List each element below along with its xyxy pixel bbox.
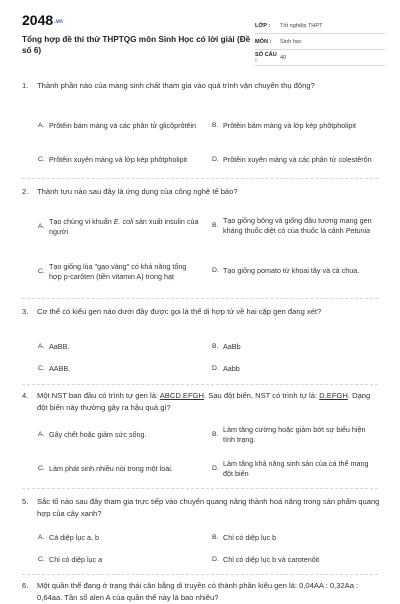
option-letter: C. [38, 156, 45, 163]
option-4-c[interactable] [38, 458, 203, 480]
meta-key: MÔN : [255, 38, 272, 45]
question-1 [22, 80, 382, 92]
question-number: 5. [22, 497, 29, 506]
question-6 [22, 580, 382, 604]
meta-key: LỚP : [255, 22, 271, 29]
option-letter: A. [38, 343, 45, 350]
option-text: Tạo giống bông và giống đậu tương mang gen kháng thuốc diệt cỏ của thuốc lá cảnh Petunia [223, 216, 372, 235]
option-text: Aabb [223, 364, 240, 373]
option-text: Prôtêin xuyên màng và lớp kép phôtpholipit [49, 155, 188, 164]
option-2-d[interactable] [212, 258, 377, 284]
option-5-d[interactable] [212, 553, 382, 567]
question-divider [22, 178, 378, 179]
option-text: Làm tăng cường hoặc giảm bớt sự biểu hiện tính trạng. [223, 425, 366, 444]
option-5-b[interactable] [212, 531, 377, 545]
option-letter: A. [38, 534, 45, 541]
option-letter: A. [38, 223, 45, 230]
question-divider [22, 488, 378, 489]
option-letter: A. [38, 122, 45, 129]
option-text: Tạo giống pomato từ khoai tây và cà chua. [223, 266, 360, 275]
option-letter: D. [212, 365, 219, 372]
option-1-a[interactable] [38, 115, 203, 137]
question-divider [22, 298, 378, 299]
question-number: 3. [22, 307, 29, 316]
question-text: 2. Thành tựu nào sau đây là ứng dụng của công nghệ tế bào? [22, 187, 238, 196]
option-4-b[interactable] [212, 424, 382, 446]
question-number: 2. [22, 187, 29, 196]
site-logo[interactable]: $2048^{.vn}$ [22, 12, 63, 28]
option-letter: D. [212, 556, 219, 563]
option-4-d[interactable] [212, 458, 382, 480]
option-letter: B. [212, 122, 219, 129]
option-letter: D. [212, 267, 219, 274]
option-text: Prôtêin xuyên màng và các phân tử colestêrôn [223, 155, 372, 164]
meta-row-class [255, 18, 385, 34]
question-4 [22, 390, 382, 414]
option-letter: B. [212, 343, 219, 350]
question-text: 1. Thành phần nào của màng sinh chất tham gia vào quá trình vận chuyển thụ động? [22, 81, 315, 90]
meta-key: SỐ CÂU : [255, 51, 277, 64]
option-3-d[interactable] [212, 362, 377, 376]
question-text: 6. Một quần thể đang ở trạng thái cân bằng di truyền có thành phần kiểu gen là: 0,04AA : 0,32Aa : 0,64aa. Tần số alen A của quần thể này là bao nhiêu? [22, 581, 359, 602]
option-text: Prôtêin bám màng và lớp kép phôtpholipit [223, 121, 356, 130]
option-letter: B. [212, 431, 219, 438]
option-text: Prôtêin bám màng và các phân tử glicôprôtêin [49, 121, 197, 130]
option-letter: B. [212, 534, 219, 541]
question-text: 4. Một NST ban đầu có trình tự gen là: ABCD.EFGH. Sau đột biến, NST có trình tự là: D.EFGH. Dạng đột biến này thường gây ra hậu quả gì? [22, 391, 371, 412]
meta-value: Sinh học [280, 38, 302, 45]
option-2-c[interactable] [38, 254, 203, 290]
option-letter: D. [212, 465, 219, 472]
option-4-a[interactable] [38, 428, 203, 442]
option-text: Chỉ có diệp lục b và carotenôit [223, 555, 320, 564]
option-2-b[interactable] [212, 208, 382, 244]
option-1-b[interactable] [212, 115, 377, 137]
option-text: Làm phát sinh nhiều nòi trong một loài. [49, 464, 173, 473]
site-logo-suffix: .vn [54, 19, 63, 25]
option-letter: A. [38, 431, 45, 438]
question-divider [22, 574, 378, 575]
meta-row-count [255, 50, 385, 66]
option-5-a[interactable] [38, 531, 203, 545]
question-2 [22, 186, 382, 198]
meta-row-subject [255, 34, 385, 50]
question-text: 3. Cơ thể có kiểu gen nào dưới đây được gọi là thể dị hợp tử về hai cặp gen đang xét? [22, 307, 322, 316]
document-header [22, 12, 384, 62]
question-number: 6. [22, 581, 29, 590]
document-title: Tổng hợp đề thi thử THPTQG môn Sinh Học có lời giải (Đề số 6) [22, 35, 251, 55]
option-text: AaBb [223, 342, 241, 351]
option-3-a[interactable] [38, 340, 203, 354]
option-1-d[interactable] [212, 149, 377, 171]
option-1-c[interactable] [38, 149, 203, 171]
option-text: AaBB. [49, 342, 70, 351]
question-3 [22, 306, 382, 318]
option-3-b[interactable] [212, 340, 377, 354]
option-text: Tạo giống lúa "gạo vàng" có khả năng tổng hợp p-carôten (tiền vitamin A) trong hạt [49, 262, 187, 281]
option-letter: D. [212, 156, 219, 163]
option-text: Chỉ có diệp lục b [223, 533, 277, 542]
option-text: AABB. [49, 364, 71, 373]
question-5 [22, 496, 382, 520]
option-3-c[interactable] [38, 362, 203, 376]
meta-value: Tốt nghiệp THPT [280, 22, 323, 29]
option-text: Làm tăng khả năng sinh sản của cá thể mang đột biến [223, 459, 369, 478]
option-letter: C. [38, 556, 45, 563]
document-meta [255, 18, 385, 66]
option-text: Chỉ có diệp lục a [49, 555, 103, 564]
option-letter: C. [38, 268, 45, 275]
option-2-a[interactable] [38, 212, 203, 242]
meta-value: 40 [280, 54, 287, 61]
option-letter: B. [212, 222, 219, 229]
option-text: Cả diệp lục a, b [49, 533, 99, 542]
option-letter: C. [38, 365, 45, 372]
option-5-c[interactable] [38, 553, 203, 567]
question-number: 1. [22, 81, 29, 90]
option-text: Gây chết hoặc giảm sức sống. [49, 430, 147, 439]
question-number: 4. [22, 391, 29, 400]
question-text: 5. Sắc tố nào sau đây tham gia trực tiếp vào chuyển quang năng thành hoá năng trong sản phẩm quang hợp của cây xanh? [22, 497, 380, 518]
question-divider [22, 384, 378, 385]
option-letter: C. [38, 465, 45, 472]
option-text: Tạo chủng vi khuẩn E. coli sản xuất insulin của người [49, 217, 199, 236]
